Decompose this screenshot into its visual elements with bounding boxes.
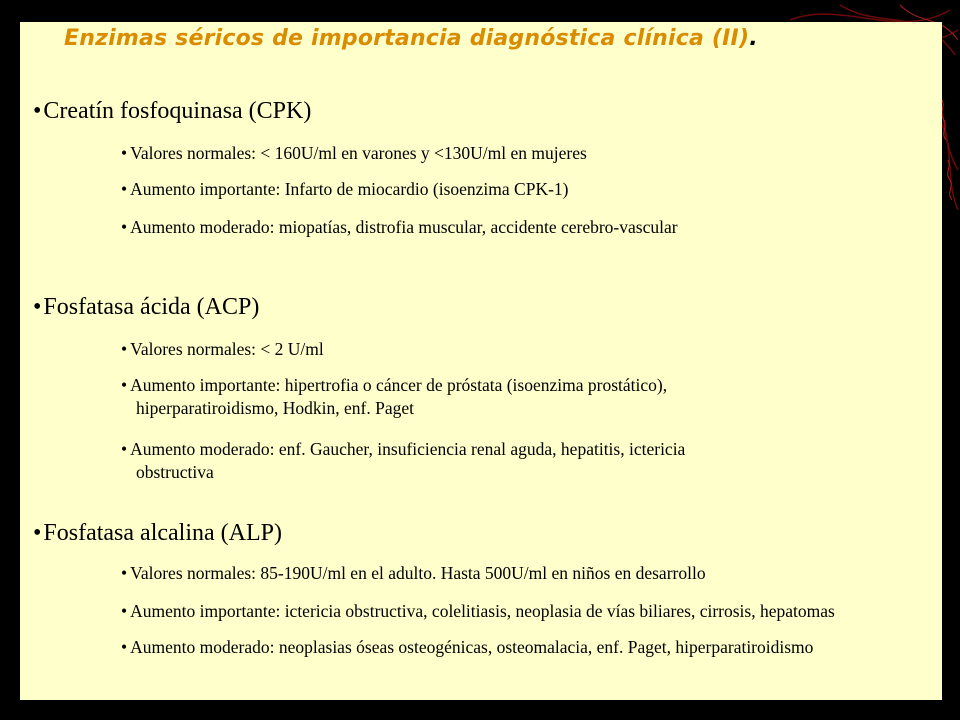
list-item: • Aumento moderado: miopatías, distrofia muscular, accidente cerebro-vascular (121, 217, 678, 237)
list-item: • Aumento moderado: neoplasias óseas osteogénicas, osteomalacia, enf. Paget, hiperparatiroidismo (121, 637, 814, 657)
list-item: • Valores normales: < 2 U/ml (121, 339, 324, 359)
slide-title: Enzimas séricos de importancia diagnóstica clínica (II). (64, 26, 758, 51)
list-item: • Aumento importante: hipertrofia o cáncer de próstata (isoenzima prostático), hiperparatiroidismo, Hodkin, enf. Paget (121, 375, 668, 418)
section-heading-acp: •Fosfatasa ácida (ACP) (33, 294, 260, 320)
list-item: • Aumento moderado: enf. Gaucher, insuficiencia renal aguda, hepatitis, ictericia obstructiva (121, 439, 686, 482)
section-heading-cpk: •Creatín fosfoquinasa (CPK) (33, 98, 312, 124)
section-heading-alp: •Fosfatasa alcalina (ALP) (33, 520, 282, 546)
list-item: • Valores normales: < 160U/ml en varones y <130U/ml en mujeres (121, 143, 587, 163)
list-item: • Aumento importante: Infarto de miocardio (isoenzima CPK-1) (121, 179, 569, 199)
list-item: • Valores normales: 85-190U/ml en el adulto. Hasta 500U/ml en niños en desarrollo (121, 563, 706, 583)
list-item: • Aumento importante: ictericia obstructiva, colelitiasis, neoplasia de vías biliares, cirrosis, hepatomas (121, 601, 835, 621)
slide (20, 22, 942, 700)
